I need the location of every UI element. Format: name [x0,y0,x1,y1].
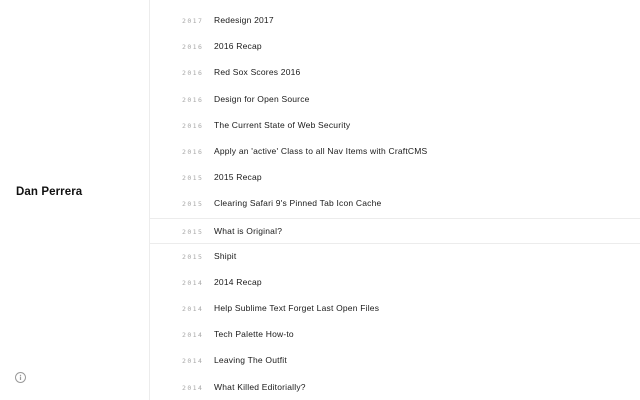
post-item[interactable] [150,165,640,191]
post-year: 2014 [182,305,204,314]
post-item[interactable] [150,139,640,165]
post-item[interactable] [150,60,640,86]
post-year: 2015 [182,227,204,236]
post-year: 2016 [182,147,204,156]
post-year: 2014 [182,278,204,287]
post-title-link[interactable]: Help Sublime Text Forget Last Open Files [214,303,380,314]
post-year: 2016 [182,43,204,52]
post-title-link[interactable]: What Killed Editorially? [214,381,306,392]
post-title-link[interactable]: The Current State of Web Security [214,119,351,130]
post-item[interactable] [150,322,640,348]
post-title-link[interactable]: Tech Palette How-to [214,329,294,340]
post-year: 2014 [182,331,204,340]
post-item[interactable] [150,270,640,296]
post-title-link[interactable]: Shipit [214,250,237,261]
post-item[interactable] [150,8,640,34]
post-title-link[interactable]: 2015 Recap [214,172,262,183]
post-title-link[interactable]: Apply an 'active' Class to all Nav Items with CraftCMS [214,145,428,156]
post-year: 2016 [182,95,204,104]
post-year: 2014 [182,383,204,392]
post-item[interactable] [150,87,640,113]
post-title-link[interactable]: Leaving The Outfit [214,355,287,366]
post-title-link[interactable]: Red Sox Scores 2016 [214,67,301,78]
post-title-link[interactable]: What is Original? [214,225,283,236]
post-item[interactable] [150,244,640,270]
post-list [150,8,640,400]
post-year: 2014 [182,357,204,366]
sidebar [0,0,150,400]
post-item-hovered[interactable] [150,218,640,244]
post-year: 2016 [182,69,204,78]
info-circle-icon [16,373,25,382]
post-title-link[interactable]: 2016 Recap [214,41,262,52]
post-item[interactable] [150,113,640,139]
post-item[interactable] [150,348,640,374]
post-title-link[interactable]: Clearing Safari 9's Pinned Tab Icon Cache [214,198,382,209]
post-title-link[interactable]: Design for Open Source [214,93,310,104]
post-title-link[interactable]: Redesign 2017 [214,15,274,25]
post-item[interactable] [150,34,640,60]
post-year: 2015 [182,252,204,261]
post-year: 2015 [182,174,204,183]
post-item[interactable] [150,191,640,217]
post-year: 2015 [182,200,204,209]
post-year: 2016 [182,121,204,130]
post-item[interactable] [150,375,640,400]
post-item[interactable] [150,296,640,322]
info-button[interactable] [15,372,26,383]
post-title-link[interactable]: 2014 Recap [214,276,262,287]
post-year: 2017 [182,17,204,25]
site-name-link[interactable]: Dan Perrera [16,186,83,198]
